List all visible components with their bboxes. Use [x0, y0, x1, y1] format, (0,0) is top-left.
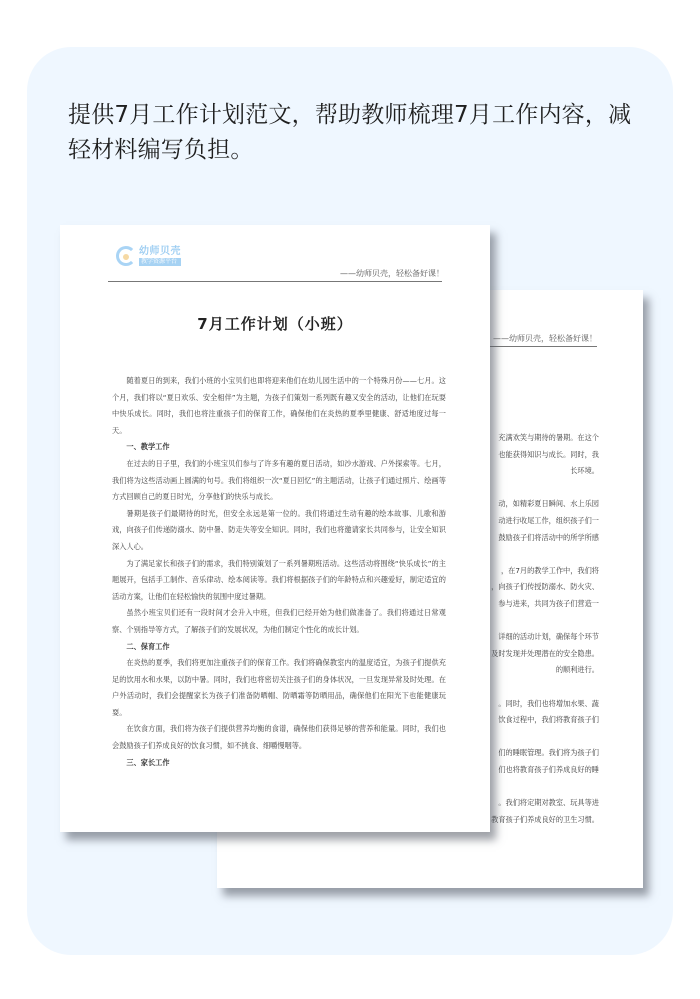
- text-line: 们的睡眠管理。我们将为孩子们: [498, 748, 599, 758]
- paragraph: 随着夏日的到来，我们小班的小宝贝们也即将迎来他们在幼儿园生活中的一个特殊月份——七月。这个月，我们将以“夏日欢乐、安全相伴”为主题，为孩子们策划一系列既有趣又安全的活动，让他们在玩耍中快乐成长。同时，我们也将注重孩子们的保育工作，确保他们在炎热的夏季里健康、舒适地度过每一天。: [112, 376, 446, 435]
- text-line: 也能获得知识与成长。同时，我: [498, 449, 599, 459]
- document-page-front: [60, 225, 490, 832]
- section-heading: 二、保育工作: [126, 641, 170, 651]
- header-divider: [108, 281, 442, 282]
- paragraph: 虽然小班宝贝们还有一段时间才会升入中班，但我们已经开始为他们做准备了。我们将通过日常观察、个别指导等方式，了解孩子们的发展状况，为他们制定个性化的成长计划。: [112, 608, 446, 634]
- paragraph: 在饮食方面，我们将为孩子们提供营养均衡的食谱，确保他们获得足够的营养和能量。同时，我们也会鼓励孩子们养成良好的饮食习惯，如不挑食、细嚼慢咽等。: [112, 724, 446, 751]
- doc-title: 7月工作计划（小班）: [197, 315, 353, 333]
- text-line: 教育孩子们养成良好的卫生习惯。: [491, 814, 599, 824]
- logo-subtitle: 教学资源平台: [139, 258, 181, 266]
- text-line: 。同时，我们也将增加水果、蔬: [498, 698, 599, 708]
- text-line: 及时发现并处理潜在的安全隐患。: [491, 648, 599, 658]
- text-line: ，在7月的教学工作中，我们将: [500, 565, 599, 575]
- text-line: 长环境。: [570, 466, 599, 476]
- section-heading: 三、家长工作: [126, 757, 170, 767]
- text-line: 们也将教育孩子们养成良好的睡: [498, 764, 599, 774]
- doc-tagline: ——幼师贝壳，轻松备好课！: [340, 269, 444, 278]
- text-line: 鼓励孩子们将活动中的所学所感: [498, 532, 599, 542]
- headline: 提供7月工作计划范文，帮助教师梳理7月工作内容，减轻材料编写负担。: [68, 102, 632, 163]
- text-line: 动，如精彩夏日瞬间、水上乐园: [498, 499, 599, 509]
- doc-tagline: ——幼师贝壳，轻松备好课！: [493, 334, 597, 343]
- text-line: 充满欢笑与期待的暑期。在这个: [498, 433, 599, 442]
- doc-body: [112, 373, 446, 771]
- text-line: 。我们将定期对教室、玩具等进: [498, 798, 599, 808]
- paragraph: 为了满足家长和孩子们的需求，我们特别策划了一系列暑期班活动。这些活动将围绕“快乐成长”的主题展开，包括手工制作、音乐律动、绘本阅读等。我们将根据孩子们的年龄特点和兴趣爱好，制定适宜的活动方案，让他们在轻松愉快的氛围中度过暑期。: [112, 558, 446, 601]
- section-heading: 一、教学工作: [126, 442, 170, 452]
- text-line: 详细的活动计划，确保每个环节: [498, 632, 599, 642]
- paragraph: 在过去的日子里，我们的小班宝贝们参与了许多有趣的夏日活动，如沙水游戏、户外探索等。七月，我们将为这些活动画上圆满的句号。我们将组织一次“夏日回忆”的主题活动，让孩子们通过照片、绘画等方式回顾自己的夏日时光，分享他们的快乐与成长。: [112, 458, 446, 502]
- paragraph: 在炎热的夏季，我们将更加注重孩子们的保育工作。我们将确保教室内的温度适宜，为孩子们提供充足的饮用水和水果，以防中暑。同时，我们也将密切关注孩子们的身体状况，一旦发现异常及时处理。在户外活动时，我们会提醒家长为孩子们准备防晒帽、防晒霜等防晒用品，确保他们在阳光下也能健康玩耍。: [112, 658, 446, 717]
- logo: [116, 244, 196, 268]
- logo-name: 幼师贝壳: [139, 245, 181, 257]
- paragraph: 暑期是孩子们最期待的时光，但安全永远是第一位的。我们将通过生动有趣的绘本故事、儿歌和游戏，向孩子们传递防溺水、防中暑、防走失等安全知识。同时，我们也将邀请家长共同参与，让安全知识深入人心。: [112, 508, 446, 551]
- text-line: 的顺利进行。: [555, 665, 599, 675]
- text-line: ，向孩子们传授防溺水、防火灾、: [491, 582, 599, 592]
- shell-logo-icon: [116, 246, 136, 266]
- text-line: 动进行收尾工作，组织孩子们一: [498, 515, 599, 525]
- text-line: 参与进来，共同为孩子们营造一: [498, 598, 599, 608]
- text-line: 饮食过程中，我们将教育孩子们: [498, 715, 599, 725]
